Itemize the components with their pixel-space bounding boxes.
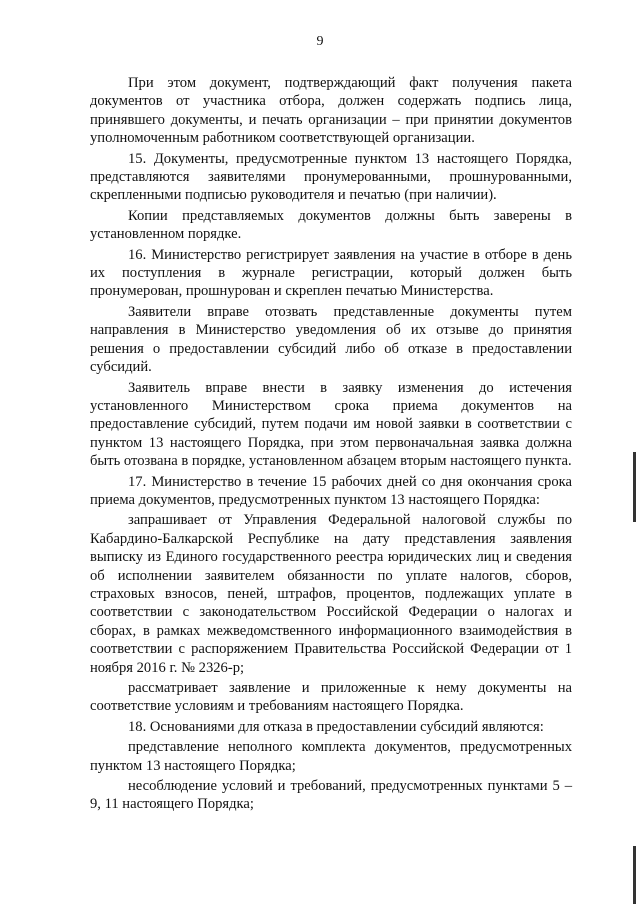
paragraph-copies: Копии представляемых документов должны быть заверены в установленном порядке. xyxy=(90,207,572,243)
paragraph-amendments: Заявитель вправе внести в заявку изменения до истечения установленного Министерством срока приема документов на предоставление субсидий, путем подачи им новой заявки в соответствии с пунктом 13 настоящего Порядка, при этом первоначальная заявка должна быть отозвана в порядке, установленном абзацем вторым настоящего пункта. xyxy=(90,379,572,470)
page-number: 9 xyxy=(316,34,324,49)
scan-edge-mark-lower xyxy=(633,846,636,904)
paragraph-item-18: 18. Основаниями для отказа в предоставлении субсидий являются: xyxy=(128,718,544,735)
paragraph-item-17: 17. Министерство в течение 15 рабочих дней со дня окончания срока приема документов, предусмотренных пунктом 13 настоящего Порядка: xyxy=(90,473,572,508)
paragraph-item-15: 15. Документы, предусмотренные пунктом 13 настоящего Порядка, представляются заявителями пронумерованными, прошнурованными, скрепленными подписью руководителя и печатью (при наличии). xyxy=(90,150,572,204)
paragraph-item-16: 16. Министерство регистрирует заявления на участие в отборе в день их поступления в журнале регистрации, который должен быть пронумерован, прошнурован и скреплен печатью Министерства. xyxy=(90,246,572,300)
paragraph-withdrawal: Заявители вправе отозвать представленные документы путем направления в Министерство уведомления об их отзыве до принятия решения о предоставлении субсидий либо об отказе в предоставлении субсидий. xyxy=(90,303,572,376)
paragraph-noncompliance: несоблюдение условий и требований, предусмотренных пунктами 5 – 9, 11 настоящего Порядка; xyxy=(90,778,572,813)
paragraph-request: запрашивает от Управления Федеральной налоговой службы по Кабардино-Балкарской Республике на дату представления заявления выписку из Единого государственного реестра юридических лиц и сведения об исполнении заявителем обязанности по уплате налогов, сборов, страховых взносов, пеней, штрафов, процентов, подлежащих уплате в соответствии с законодательством Российской Федерации о налогах и сборах, в рамках межведомственного информационного взаимодействия в соответствии с распоряжением Правительства Российской Федерации от 1 ноября 2016 г. № 2326-р; xyxy=(90,512,572,676)
document-body xyxy=(90,74,572,814)
paragraph-incomplete-docs: представление неполного комплекта документов, предусмотренных пунктом 13 настоящего Порядка; xyxy=(90,739,572,774)
paragraph-receipt-document: При этом документ, подтверждающий факт получения пакета документов от участника отбора, должен содержать подпись лица, принявшего документы, и печать организации – при принятии документов уполномоченным работником соответствующей организации. xyxy=(90,75,572,147)
paragraph-review: рассматривает заявление и приложенные к нему документы на соответствие условиям и требованиям настоящего Порядка. xyxy=(90,680,572,715)
scan-edge-mark-upper xyxy=(633,452,636,522)
